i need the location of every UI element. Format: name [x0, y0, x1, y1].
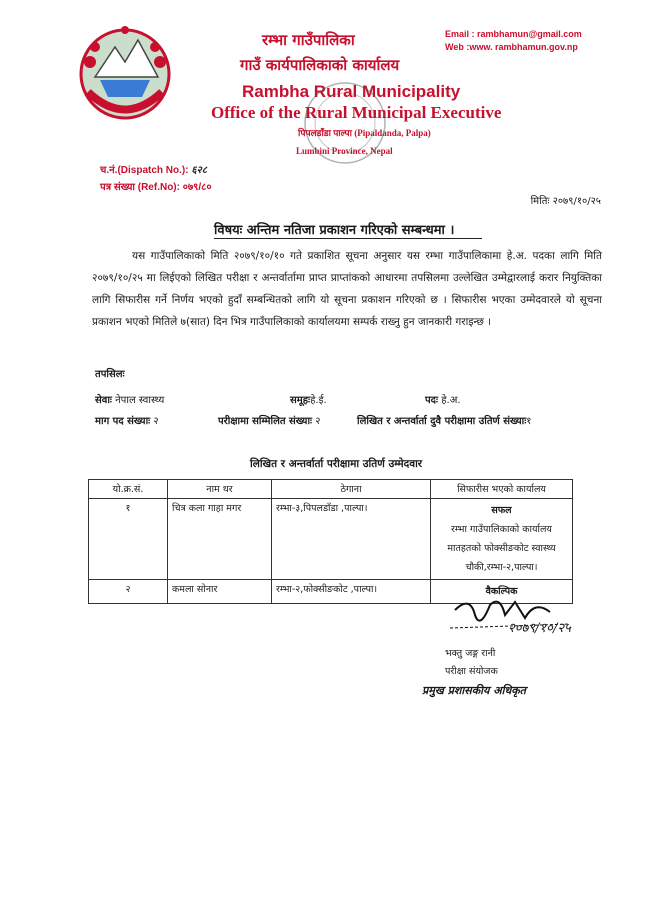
- annex-label: तपसिलः: [95, 369, 125, 380]
- email-link[interactable]: Email : rambhamun@gmail.com: [445, 29, 582, 39]
- municipality-name-np: रम्भा गाउँपालिका: [262, 31, 355, 49]
- cell-sn: २: [89, 580, 168, 604]
- municipality-name-en: Rambha Rural Municipality: [242, 82, 461, 101]
- cell-sn: १: [89, 499, 168, 580]
- demand-count: माग पद संख्याः २: [95, 416, 159, 427]
- notice-body: यस गाउँपालिकाको मिति २०७९/१०/१० गते प्रकाशित सूचना अनुसार यस रम्भा गाउँपालिकामा हे.अ. पदका लागि मिति २०७९/१०/२५ मा लिईएको लिखित परीक्षा र अन्तर्वार्तामा प्राप्त प्राप्तांकको आधारमा तपसिलमा उल्लेखित उम्मेद्वारलाई करार नियुक्तिका लागि सिफारीस गर्ने निर्णय भएको हुदाँ सम्बन्धितको लागि यो सूचना प्रकाशन गरिएको छ । सिफारीस भएका उम्मेदवारले यो सूचना प्रकाशन भएको मितिले ७(सात) दिन भित्र गाउँपालिकाको कार्यालयमा सम्पर्क राख्नु हुन जानकारी गराइन्छ ।: [92, 250, 602, 328]
- cell-address: रम्भा-३,पिपलडाँडा ,पाल्पा।: [272, 499, 431, 580]
- office-stamp-icon: [300, 78, 390, 168]
- contact-info: [445, 28, 582, 54]
- signer-role: परीक्षा संयोजक: [445, 666, 498, 677]
- cell-name: कमला सोनार: [168, 580, 272, 604]
- post-field: पदः हे.अ.: [425, 395, 461, 406]
- subject-underline: [214, 238, 482, 239]
- col-header-office: सिफारीस भएको कार्यालय: [431, 480, 573, 499]
- cell-address: रम्भा-२,फोक्सीङकोट ,पाल्पा।: [272, 580, 431, 604]
- office-stamp-text: प्रमुख प्रशासकीय अधिकृत: [422, 684, 526, 697]
- table-row: [89, 499, 573, 580]
- reference-no: पत्र संख्या (Ref.No): ०७९/८०: [100, 182, 212, 193]
- col-header-name: नाम थर: [168, 480, 272, 499]
- group-field: समूहःहे.ई.: [290, 395, 327, 406]
- passed-count: लिखित र अन्तर्वार्ता दुवै परीक्षामा उतिर्ण संख्याः१: [357, 416, 532, 427]
- office-name-np: गाउँ कार्यपालिकाको कार्यालय: [240, 56, 400, 74]
- signer-name: भक्तु जङ्ग रानी: [445, 648, 496, 659]
- col-header-address: ठेगाना: [272, 480, 431, 499]
- dispatch-no: च.नं.(Dispatch No.): ६२८: [100, 165, 207, 176]
- office-province: Lumbini Province, Nepal: [296, 146, 393, 156]
- letter-date: मितिः २०७९/१०/२५: [530, 196, 601, 207]
- results-table: [88, 479, 573, 604]
- table-title: लिखित र अन्तर्वार्ता परीक्षामा उतिर्ण उम्मेदवार: [250, 458, 423, 470]
- dispatch-block: [100, 162, 212, 196]
- status-label: वैकल्पिक: [485, 586, 518, 597]
- appeared-count: परीक्षामा सम्मिलित संख्याः २: [218, 416, 321, 427]
- table-header-row: [89, 480, 573, 499]
- web-link[interactable]: Web :www. rambhamun.gov.np: [445, 42, 578, 52]
- cell-office: सफल रम्भा गाउँपालिकाको कार्यालय मातहतको फोक्सीङकोट स्वास्थ्य चौकी,रम्भा-२,पाल्पा।: [431, 499, 573, 580]
- service-field: सेवाः नेपाल स्वास्थ्य: [95, 395, 165, 406]
- office-name-en: Office of the Rural Municipal Executive: [211, 103, 502, 122]
- handwritten-date: २०७९/१०/२५: [508, 621, 571, 636]
- col-header-sn: यो.क्र.सं.: [89, 480, 168, 499]
- status-label: सफल: [491, 505, 512, 516]
- subject-line: विषयः अन्तिम नतिजा प्रकाशन गरिएको सम्बन्धमा ।: [214, 223, 455, 238]
- cell-name: चित्र कला गाहा मगर: [168, 499, 272, 580]
- nepal-emblem-icon: [70, 22, 180, 127]
- office-address: पिपलडाँडा पाल्पा (Pipaldanda, Palpa): [298, 128, 431, 138]
- dispatch-value: ६२८: [191, 165, 207, 176]
